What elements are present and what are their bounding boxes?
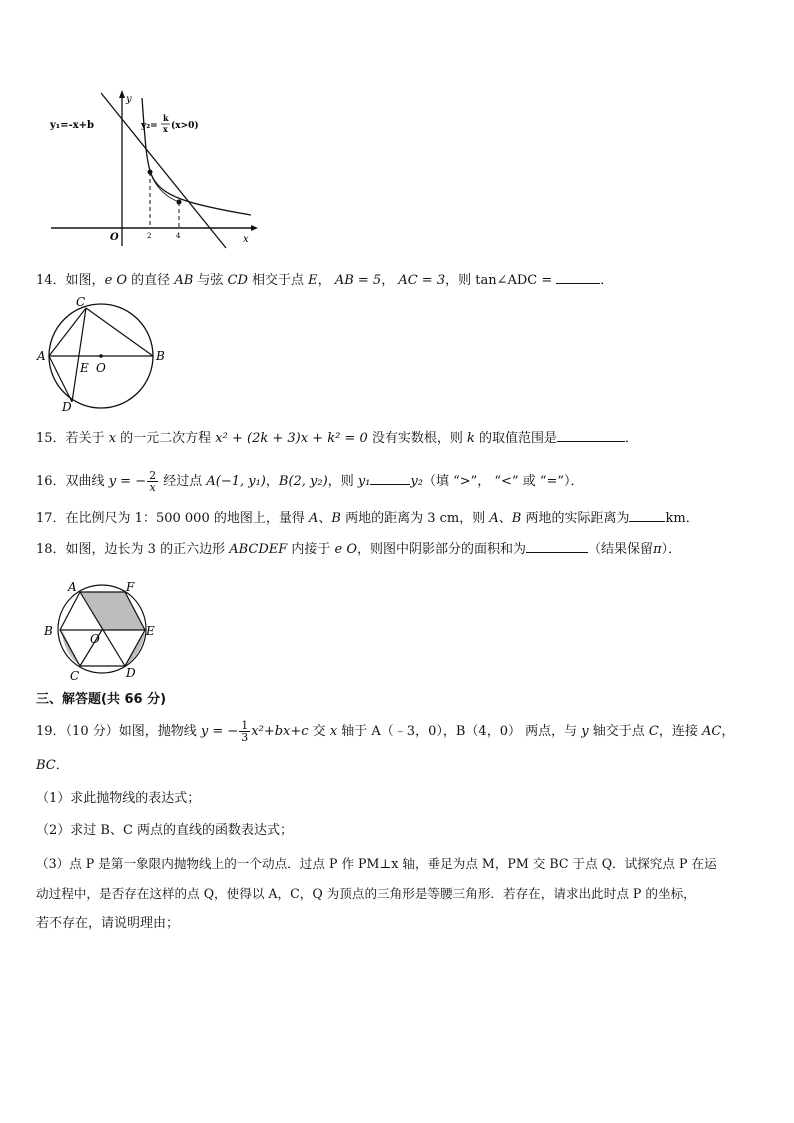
q19-y: y: [581, 724, 589, 739]
q18-number: 18．: [36, 542, 66, 557]
q19-den: 3: [241, 731, 249, 744]
q16-text-a: 双曲线: [65, 474, 109, 489]
q16-y1: y₁: [357, 474, 371, 489]
q14-end: ．: [600, 273, 614, 288]
q19-comma: ，: [721, 724, 735, 739]
q19-sub3-line2: 动过程中，是否存在这样的点 Q，使得以 A，C，Q 为顶点的三角形是等腰三角形．若存在，请求出此时点 P 的坐标，: [36, 886, 696, 901]
q17-unit: km．: [665, 511, 699, 526]
q17-b: B: [331, 511, 341, 526]
q17-text-e: 两地的实际距离为: [521, 511, 630, 526]
q19-x: x: [329, 724, 338, 739]
y-axis-arrow: [119, 90, 125, 98]
center-o: [99, 354, 103, 358]
q17-b2: B: [511, 511, 522, 526]
q19-bc: BC: [36, 758, 56, 773]
q19-text-a: 如图，抛物线: [118, 724, 201, 739]
q19-sub3-line3: 若不存在，请说明理由；: [36, 916, 180, 931]
q19-text-e: 轴交于点: [588, 724, 649, 739]
q18-text-d: （结果保留: [588, 542, 654, 557]
q16-text-b: 经过点: [159, 474, 207, 489]
label-y2-den: x: [163, 124, 168, 134]
q18-text-e: ）．: [661, 542, 682, 557]
q15-equation: x² + (2k + 3)x + k² = 0: [215, 431, 368, 446]
q19-text-b: 交: [308, 724, 330, 739]
question-19-line2: [36, 757, 69, 775]
q19-sub2: （2）求过 B、C 两点的直线的函数表达式；: [36, 823, 294, 838]
question-16: [36, 470, 584, 493]
q15-k: k: [467, 431, 475, 446]
q14-tan: tan∠ADC =: [475, 273, 553, 288]
q18-text-b: 内接于: [287, 542, 335, 557]
q18-answer-blank[interactable]: [526, 540, 588, 553]
q15-number: 15．: [36, 431, 66, 446]
graph-hyperbola-line: [46, 88, 261, 250]
q19-num: 1: [241, 719, 249, 732]
chord-cd: [72, 308, 86, 402]
q18-label-d: D: [126, 666, 136, 680]
q19-ac: AC: [701, 724, 722, 739]
q19-text-f: ，连接: [658, 724, 702, 739]
q16-point-b: B(2, y₂): [278, 474, 328, 489]
label-y1: y₁=-x+b: [50, 120, 95, 131]
q18-label-a: A: [68, 580, 77, 594]
q18-text-a: 如图，边长为 3 的正六边形: [65, 542, 230, 557]
q15-x: x: [108, 431, 117, 446]
q14-text-a: 如图，: [65, 273, 105, 288]
question-14: [36, 271, 613, 290]
q17-text-c: 两地的距离为 3 cm，则: [340, 511, 490, 526]
q18-label-e: E: [146, 624, 155, 638]
q15-end: ．: [625, 431, 639, 446]
q16-fraction: [147, 470, 158, 493]
q19-expr: x²+bx+c: [251, 724, 309, 739]
q18-circle: e O: [334, 542, 358, 557]
q16-point-a: A(−1, y₁): [206, 474, 266, 489]
q14-sep: ，: [381, 273, 399, 288]
q16-den: x: [149, 481, 156, 494]
q17-text-a: 在比例尺为 1：500 000 的地图上，量得: [65, 511, 309, 526]
q14-ac-eq: AC = 3: [398, 273, 446, 288]
q14-label-d: D: [62, 400, 72, 414]
q14-label-o: O: [96, 361, 106, 375]
axis-x-label: x: [243, 234, 249, 245]
q19-text-d: 两点，与: [520, 724, 582, 739]
q14-text-b: 的直径: [127, 273, 175, 288]
q18-hexagon: ABCDEF: [229, 542, 288, 557]
question-17: [36, 509, 699, 528]
axis-y-label: y: [126, 94, 132, 105]
chord-ad: [49, 356, 72, 402]
intersection-point-2: [177, 200, 182, 205]
q14-cd: CD: [227, 273, 248, 288]
q17-a: A: [308, 511, 319, 526]
q14-label-c: C: [76, 296, 86, 309]
q14-answer-blank[interactable]: [556, 271, 600, 284]
q18-pi: π: [653, 542, 662, 557]
q18-hexagon-figure: [40, 578, 170, 682]
label-y2-cond: (x>0): [171, 121, 199, 131]
q19-point-b: B（4，0）: [455, 724, 521, 739]
q17-number: 17．: [36, 511, 66, 526]
question-18: [36, 540, 681, 559]
q16-number: 16．: [36, 474, 66, 489]
inner-arc: [150, 172, 179, 202]
chord-cb: [86, 308, 153, 356]
q19-number: 19．: [36, 724, 66, 739]
q17-a2: A: [489, 511, 499, 526]
q14-circle: e O: [104, 273, 128, 288]
q16-y-eq: y = −: [108, 474, 147, 489]
q18-label-c: C: [70, 669, 80, 682]
q19-dot: ．: [55, 758, 69, 773]
q16-sep: ，: [265, 474, 279, 489]
q14-label-a: A: [37, 349, 46, 363]
q14-e: E: [308, 273, 318, 288]
q14-text-d: 相交于点: [247, 273, 309, 288]
q19-sep: ，: [442, 724, 456, 739]
q19-sub3-line1: （3）点 P 是第一象限内抛物线上的一个动点．过点 P 作 PM⊥x 轴，垂足为点 M，PM 交 BC 于点 Q．试探究点 P 在运: [36, 856, 717, 871]
x-axis-arrow: [251, 225, 258, 231]
q14-text-e: ，: [317, 273, 335, 288]
q16-text-c: ，则: [327, 474, 358, 489]
q14-label-e: E: [80, 361, 89, 375]
tick-2-label: 2: [147, 232, 152, 240]
tick-4-label: 4: [176, 232, 181, 240]
question-15: [36, 429, 638, 448]
q15-text-d: 的取值范围是: [474, 431, 558, 446]
q18-label-f: F: [126, 580, 135, 594]
hyperbola-curve: [142, 98, 251, 215]
q19-fraction: [239, 720, 250, 743]
intersection-point-1: [148, 170, 153, 175]
q19-text-c: 轴于: [337, 724, 372, 739]
section-3-title: 三、解答题(共 66 分): [36, 692, 167, 707]
q14-text-c: 与弦: [193, 273, 228, 288]
question-19: [36, 720, 734, 743]
q16-num: 2: [149, 469, 157, 482]
q15-answer-blank[interactable]: [557, 429, 625, 442]
q17-text-d: 、: [498, 511, 512, 526]
q14-ab: AB: [174, 273, 194, 288]
label-y2-num: k: [163, 113, 169, 123]
q14-ab-eq: AB = 5: [334, 273, 382, 288]
q18-label-b: B: [44, 624, 53, 638]
q16-answer-blank[interactable]: [370, 472, 410, 485]
label-y2-prefix: y₂=: [141, 121, 158, 131]
q17-text-b: 、: [318, 511, 332, 526]
q14-circle-figure: [34, 296, 170, 414]
q17-answer-blank[interactable]: [629, 509, 665, 522]
q18-text-c: ，则图中阴影部分的面积和为: [357, 542, 527, 557]
q16-text-d: （填 “>”， “<” 或 “=”）．: [422, 474, 584, 489]
q15-text-c: 没有实数根，则: [367, 431, 467, 446]
q19-score: （10 分）: [65, 724, 119, 739]
q19-y-eq: y = −: [200, 724, 239, 739]
q14-label-b: B: [156, 349, 165, 363]
q15-text-a: 若关于: [65, 431, 109, 446]
q19-c: C: [648, 724, 659, 739]
q16-y2: y₂: [410, 474, 423, 489]
q19-sub1: （1）求此抛物线的表达式；: [36, 791, 201, 806]
q19-point-a: A（﹣3，0）: [371, 724, 443, 739]
q18-label-o: O: [90, 632, 100, 646]
q14-number: 14．: [36, 273, 66, 288]
q15-text-b: 的一元二次方程: [116, 431, 216, 446]
origin-label: O: [110, 232, 119, 243]
q14-text-f: ，则: [445, 273, 476, 288]
